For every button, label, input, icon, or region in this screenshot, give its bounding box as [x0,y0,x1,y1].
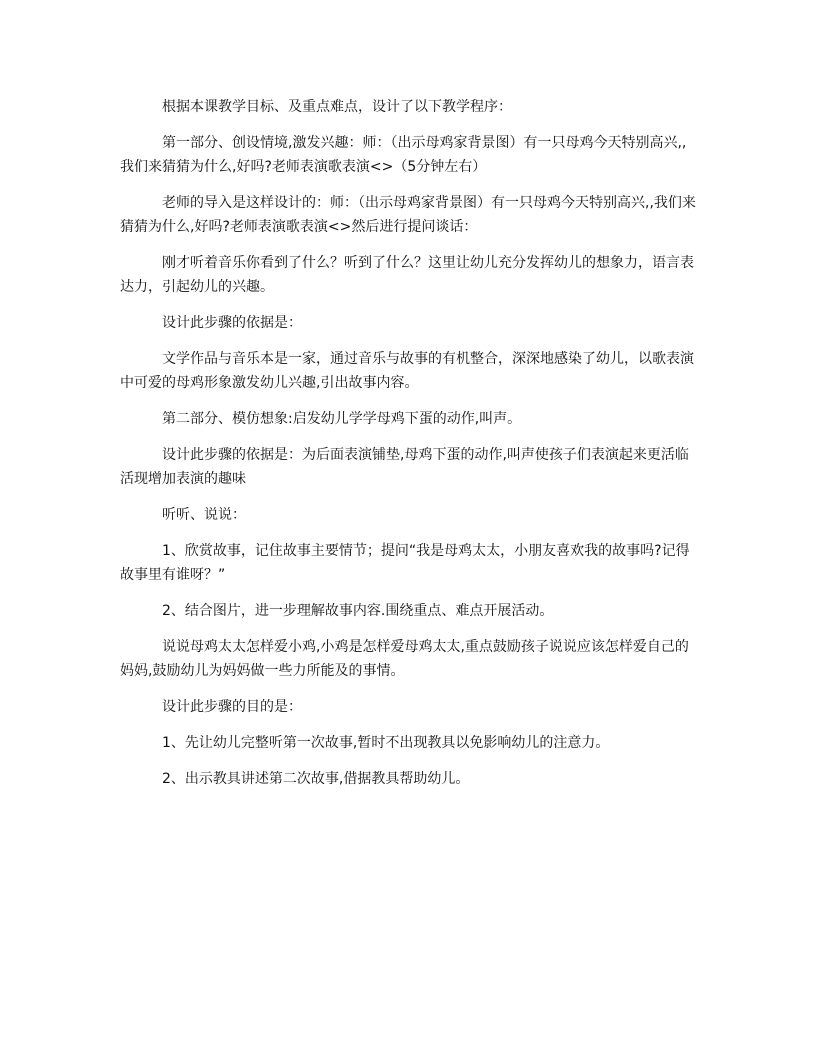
paragraph-basis-1: 文学作品与音乐本是一家，通过音乐与故事的有机整合，深深地感染了幼儿，以歌表演中可爱的母鸡形象激发幼儿兴趣,引出故事内容。 [120,351,694,391]
paragraph-listen-speak: 听听、说说： [162,507,246,523]
paragraph-basis-2: 设计此步骤的依据是：为后面表演铺垫,母鸡下蛋的动作,叫声使孩子们表演起来更活临活现增加表演的趣味 [120,447,689,487]
paragraph-basis-heading-1: 设计此步骤的依据是： [162,315,302,331]
paragraph-purpose-2: 2、出示教具讲述第二次故事,借据教具帮助幼儿。 [162,771,470,787]
paragraph-intro: 根据本课教学目标、及重点难点，设计了以下教学程序： [162,99,512,115]
paragraph-part-two: 第二部分、模仿想象:启发幼儿学学母鸡下蛋的动作,叫声。 [162,411,522,427]
paragraph-intro-design: 老师的导入是这样设计的：师：（出示母鸡家背景图）有一只母鸡今天特别高兴,,我们来猜猜为什么,好吗?老师表演歌表演<>然后进行提问谈话： [120,195,696,235]
paragraph-part-one: 第一部分、创设情境,激发兴趣：师：（出示母鸡家背景图）有一只母鸡今天特别高兴,,我们来猜猜为什么,好吗?老师表演歌表演<>（5分钟左右） [120,135,687,175]
paragraph-step-1: 1、欣赏故事，记住故事主要情节；提问“我是母鸡太太，小朋友喜欢我的故事吗?记得故事里有谁呀？” [120,543,690,583]
paragraph-discussion: 说说母鸡太太怎样爱小鸡,小鸡是怎样爱母鸡太太,重点鼓励孩子说说应该怎样爱自己的妈妈,鼓励幼儿为妈妈做一些力所能及的事情。 [120,639,689,679]
paragraph-step-2: 2、结合图片，进一步理解故事内容.围绕重点、难点开展活动。 [162,603,554,619]
paragraph-questions: 刚才听着音乐你看到了什么？听到了什么？这里让幼儿充分发挥幼儿的想象力，语言表达力，引起幼儿的兴趣。 [120,255,694,295]
paragraph-purpose-heading: 设计此步骤的目的是： [162,699,302,715]
paragraph-purpose-1: 1、先让幼儿完整听第一次故事,暂时不出现教具以免影响幼儿的注意力。 [162,735,610,751]
document-body [120,95,700,803]
